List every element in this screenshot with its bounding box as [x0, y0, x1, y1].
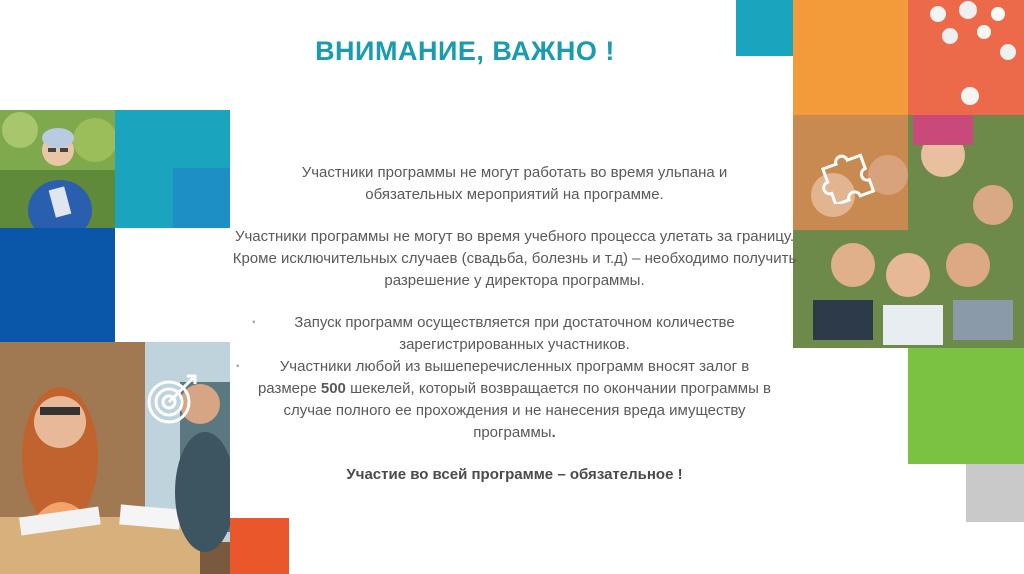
bullet-deposit-text-before: Участники любой из вышеперечисленных программ вносят залог в размере [257, 358, 750, 397]
target-arrow-icon [145, 370, 201, 426]
mandatory-participation: Участие во всей программе – обязательное ! [346, 466, 683, 483]
puzzle-icon-overlay [820, 142, 882, 204]
paragraph-travel-restriction: Участники программы не могут во время учебного процесса улетать за границу. Кроме исключительных случаев (свадьба, болезнь и т.д) – необходимо получить разрешение у директора программы. [232, 228, 797, 289]
gray-block [966, 464, 1024, 522]
deposit-amount: 500 [320, 380, 346, 397]
white-block [115, 228, 230, 342]
bullet-deposit-period: . [551, 424, 556, 441]
blue-block-large [0, 228, 115, 342]
bullet-program-launch-text: Запуск программ осуществляется при достаточном количестве зарегистрированных участников. [294, 314, 735, 353]
puzzle-icon [820, 142, 882, 204]
bullet-marker: ▪ [252, 317, 256, 328]
slide-body [232, 162, 797, 486]
paragraph-work-restriction: Участники программы не могут работать во время ульпана и обязательных мероприятий на программе. [301, 164, 728, 203]
green-block [908, 348, 1024, 464]
red-orange-block-bottom [230, 518, 289, 574]
teal-block-top-right [736, 0, 793, 56]
photo-woman-with-book [0, 110, 115, 228]
bullet-program-launch [232, 312, 797, 356]
orange-block [793, 0, 908, 115]
bullet-deposit [232, 356, 797, 444]
photo-paper-balls [908, 0, 1024, 115]
slide-title: ВНИМАНИЕ, ВАЖНО ! [315, 36, 615, 66]
bullet-marker: ▪ [236, 361, 240, 372]
target-icon-overlay [145, 370, 201, 426]
bullet-deposit-text-after: шекелей, который возвращается по окончании программы в случае полного ее прохождения и не нанесения вреда имуществу программы [283, 380, 772, 441]
blue-block-small [173, 168, 230, 228]
